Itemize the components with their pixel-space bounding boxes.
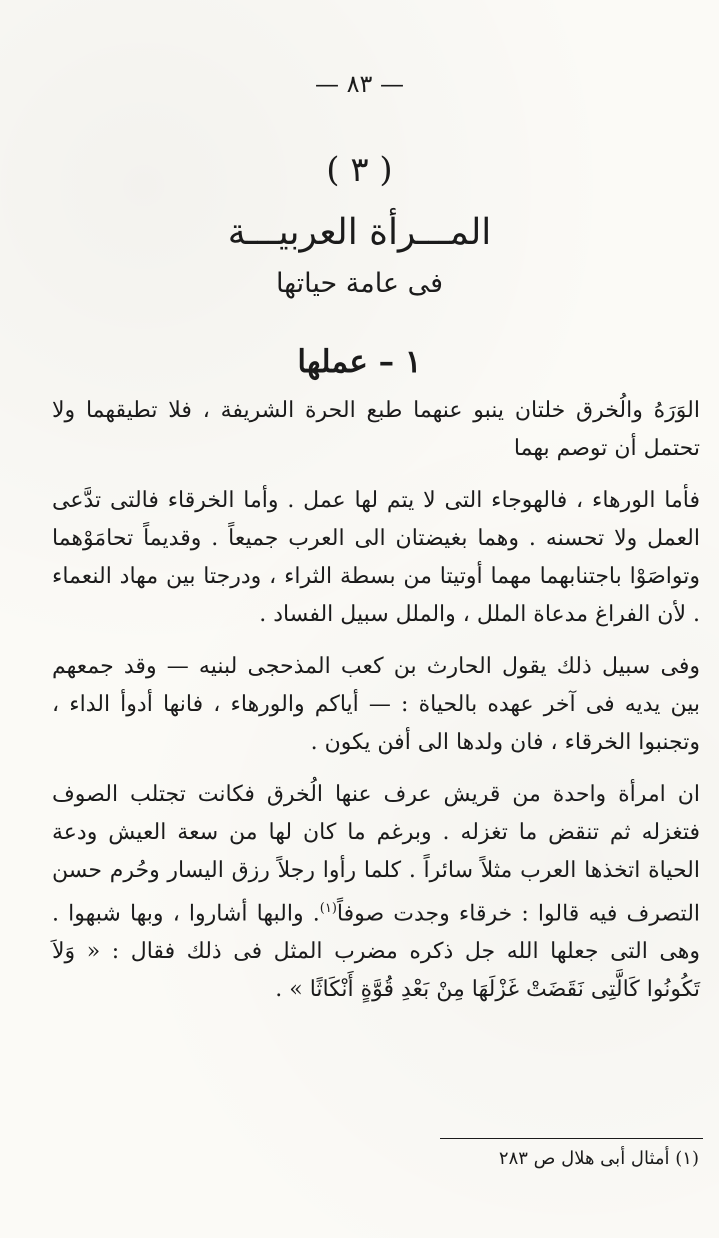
paragraph: ان امرأة واحدة من قريش عرف عنها الُخرق فكانت تجتلب الصوف فتغزله ثم تنقض ما تغزله . وبرغم ما كان لها من سعة العيش ودعة الحياة اتخذها العرب مثلاً سائراً . كلما رأوا رجلاً رزق اليسار وحُرم حسن التصرف فيه قالوا : خرقاء وجدت صوفاً$^{(١)}$. والبها أشاروا ، وبها شبهوا . وهى التى جعلها الله جل ذكره مضرب المثل فى ذلك فقال : « وَلاَ تَكُونُوا كَالَّتِى نَقَضَتْ غَزْلَهَا مِنْ بَعْدِ قُوَّةٍ أَنْكَاثًا » . [52,782,701,1003]
paragraph-text-continued: والبها أشاروا ، وبها شبهوا . وهى التى جعلها الله جل ذكره مضرب المثل فى ذلك فقال : « وَلاَ تَكُونُوا كَالَّتِى نَقَضَتْ غَزْلَهَا مِنْ بَعْدِ قُوَّةٍ أَنْكَاثًا » . [52,901,700,1003]
page-number: — ٨٣ — [314,70,405,98]
footnote-divider [440,1138,703,1139]
chapter-subtitle: فى عامة حياتها [275,268,444,299]
paragraph: فأما الورهاء ، فالهوجاء التى لا يتم لها عمل . وأما الخرقاء فالتى تدَّعى العمل ولا تحسنه . وهما بغيضتان الى العرب جميعاً . وقديماً تحامَوْهما وتواصَوْا باجتنابهما مهما أوتيتا من بسطة الثراء ، ودرجتا بين مهاد النعماء . لأن الفراغ مدعاة الملل ، والملل سبيل الفساد . [52,488,700,627]
paragraph: وفى سبيل ذلك يقول الحارث بن كعب المذحجى لبنيه — وقد جمعهم بين يديه فى آخر عهده بالحياة : — أياكم والورهاء ، فانها أدوأ الداء ، وتجنبوا الخرقاء ، فان ولدها الى أفن يكون . [52,654,700,755]
chapter-number: ( ٣ ) [326,150,393,190]
footnote-marker: (١) [319,901,337,916]
chapter-title: المـــرأة العربيـــة [227,212,492,253]
section-heading: ١ – عملها [297,344,422,380]
footnote: (١) أمثال أبى هلال ص ٢٨٣ [498,1148,699,1169]
paragraph-text: ان امرأة واحدة من قريش عرف عنها الُخرق فكانت تجتلب الصوف فتغزله ثم تنقض ما تغزله . وبرغم ما كان لها من سعة العيش ودعة الحياة اتخذها العرب مثلاً سائراً . كلما رأوا رجلاً رزق اليسار وحُرم حسن التصرف فيه قالوا : خرقاء وجدت صوفاً [52,782,701,927]
paragraph: الوَرَهُ والُخرق خلتان ينبو عنهما طبع الحرة الشريفة ، فلا تطيقهما ولا تحتمل أن توصم بهما [52,398,700,461]
body-text [52,392,700,1023]
